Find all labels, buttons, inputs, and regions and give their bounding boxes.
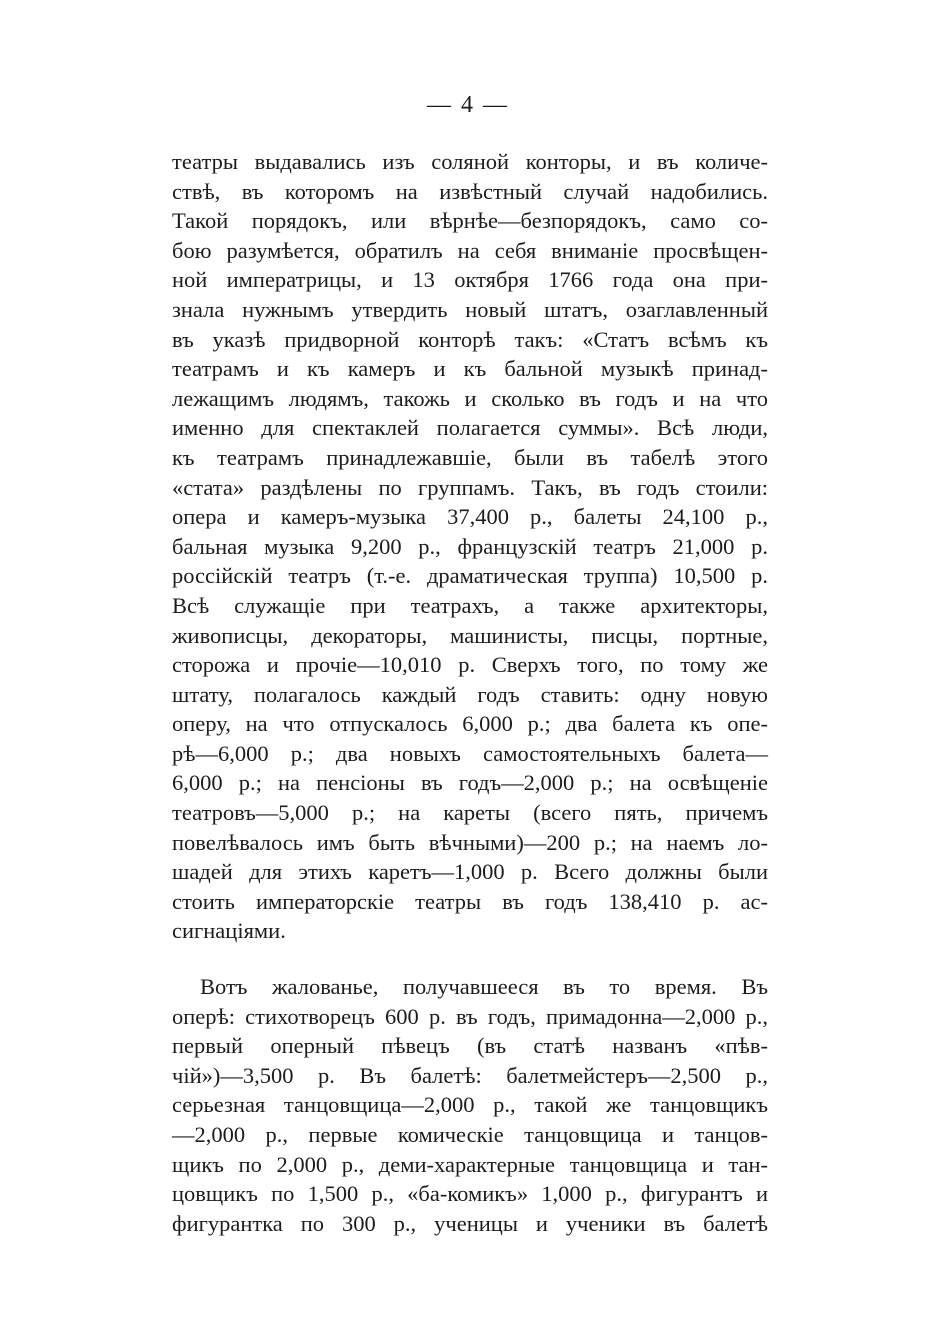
text-line: оперу, на что отпускалось 6,000 р.; два балета къ опе- (172, 711, 768, 737)
text-line: знала нужнымъ утвердить новый штатъ, озаглавленный (172, 296, 768, 322)
text-line: фигурантка по 300 р., ученицы и ученики въ балетѣ (172, 1210, 768, 1236)
text-line: лежащимъ людямъ, такожь и сколько въ годъ и на что (172, 385, 768, 411)
text-line: Вотъ жалованье, получавшееся въ то время. Въ (200, 974, 768, 999)
text-line: живописцы, декораторы, машинисты, писцы, портные, (172, 622, 768, 648)
text-line: сигнаціями. (172, 918, 286, 944)
text-line: 6,000 р.; на пенсіоны въ годъ—2,000 р.; на освѣщеніе (172, 770, 768, 796)
text-line: «стата» раздѣлены по группамъ. Такъ, въ годъ стоили: (172, 474, 768, 500)
text-line: ствѣ, въ которомъ на извѣстный случай надобились. (172, 178, 768, 204)
text-line: россійскій театръ (т.-е. драматическая труппа) 10,500 р. (172, 563, 768, 589)
text-line: опера и камеръ-музыка 37,400 р., балеты 24,100 р., (172, 504, 768, 530)
text-line: чій»)—3,500 р. Въ балетѣ: балетмейстеръ—2,500 р., (172, 1062, 768, 1088)
text-line: бою разумѣется, обратилъ на себя вниманіе просвѣщен- (172, 237, 768, 263)
text-line: щикъ по 2,000 р., деми-характерные танцовщица и тан- (172, 1151, 768, 1177)
text-line: въ указѣ придворной конторѣ такъ: «Статъ всѣмъ къ (172, 326, 768, 352)
text-line: ной императрицы, и 13 октября 1766 года она при- (172, 267, 768, 293)
text-line: повелѣвалось имъ быть вѣчными)—200 р.; на наемъ ло- (172, 829, 768, 855)
paragraph-2 (172, 972, 768, 1238)
text-line: серьезная танцовщица—2,000 р., такой же танцовщикъ (172, 1092, 768, 1118)
text-line: театрамъ и къ камеръ и къ бальной музыкѣ принад- (172, 356, 768, 382)
text-line: Всѣ служащіе при театрахъ, а также архитекторы, (172, 592, 768, 618)
text-line: первый оперный пѣвецъ (въ статѣ названъ «пѣв- (172, 1033, 768, 1059)
text-line: сторожа и прочіе—10,010 р. Сверхъ того, по тому же (172, 652, 768, 678)
text-line: цовщикъ по 1,500 р., «ба-комикъ» 1,000 р., фигурантъ и (172, 1181, 768, 1207)
text-line: рѣ—6,000 р.; два новыхъ самостоятельныхъ балета— (172, 740, 768, 766)
text-line: театры выдавались изъ соляной конторы, и въ количе- (172, 149, 768, 174)
text-line: къ театрамъ принадлежавшіе, были въ табелѣ этого (172, 444, 768, 470)
text-line: оперѣ: стихотворецъ 600 р. въ годъ, примадонна—2,000 р., (172, 1003, 768, 1029)
page-number: — 4 — (427, 92, 509, 118)
text-line: именно для спектаклей полагается суммы». Всѣ люди, (172, 415, 768, 441)
text-line: бальная музыка 9,200 р., французскій театръ 21,000 р. (172, 533, 768, 559)
paragraph-1 (172, 147, 768, 946)
text-line: шадей для этихъ каретъ—1,000 р. Всего должны были (172, 859, 768, 885)
text-line: Такой порядокъ, или вѣрнѣе—безпорядокъ, само со- (172, 208, 768, 234)
text-line: штату, полагалось каждый годъ ставить: одну новую (172, 681, 768, 707)
text-line: театровъ—5,000 р.; на кареты (всего пять, причемъ (172, 800, 768, 826)
text-line: стоить императорскіе театры въ годъ 138,410 р. ас- (172, 888, 768, 914)
text-line: —2,000 р., первые комическіе танцовщица и танцов- (172, 1121, 768, 1147)
